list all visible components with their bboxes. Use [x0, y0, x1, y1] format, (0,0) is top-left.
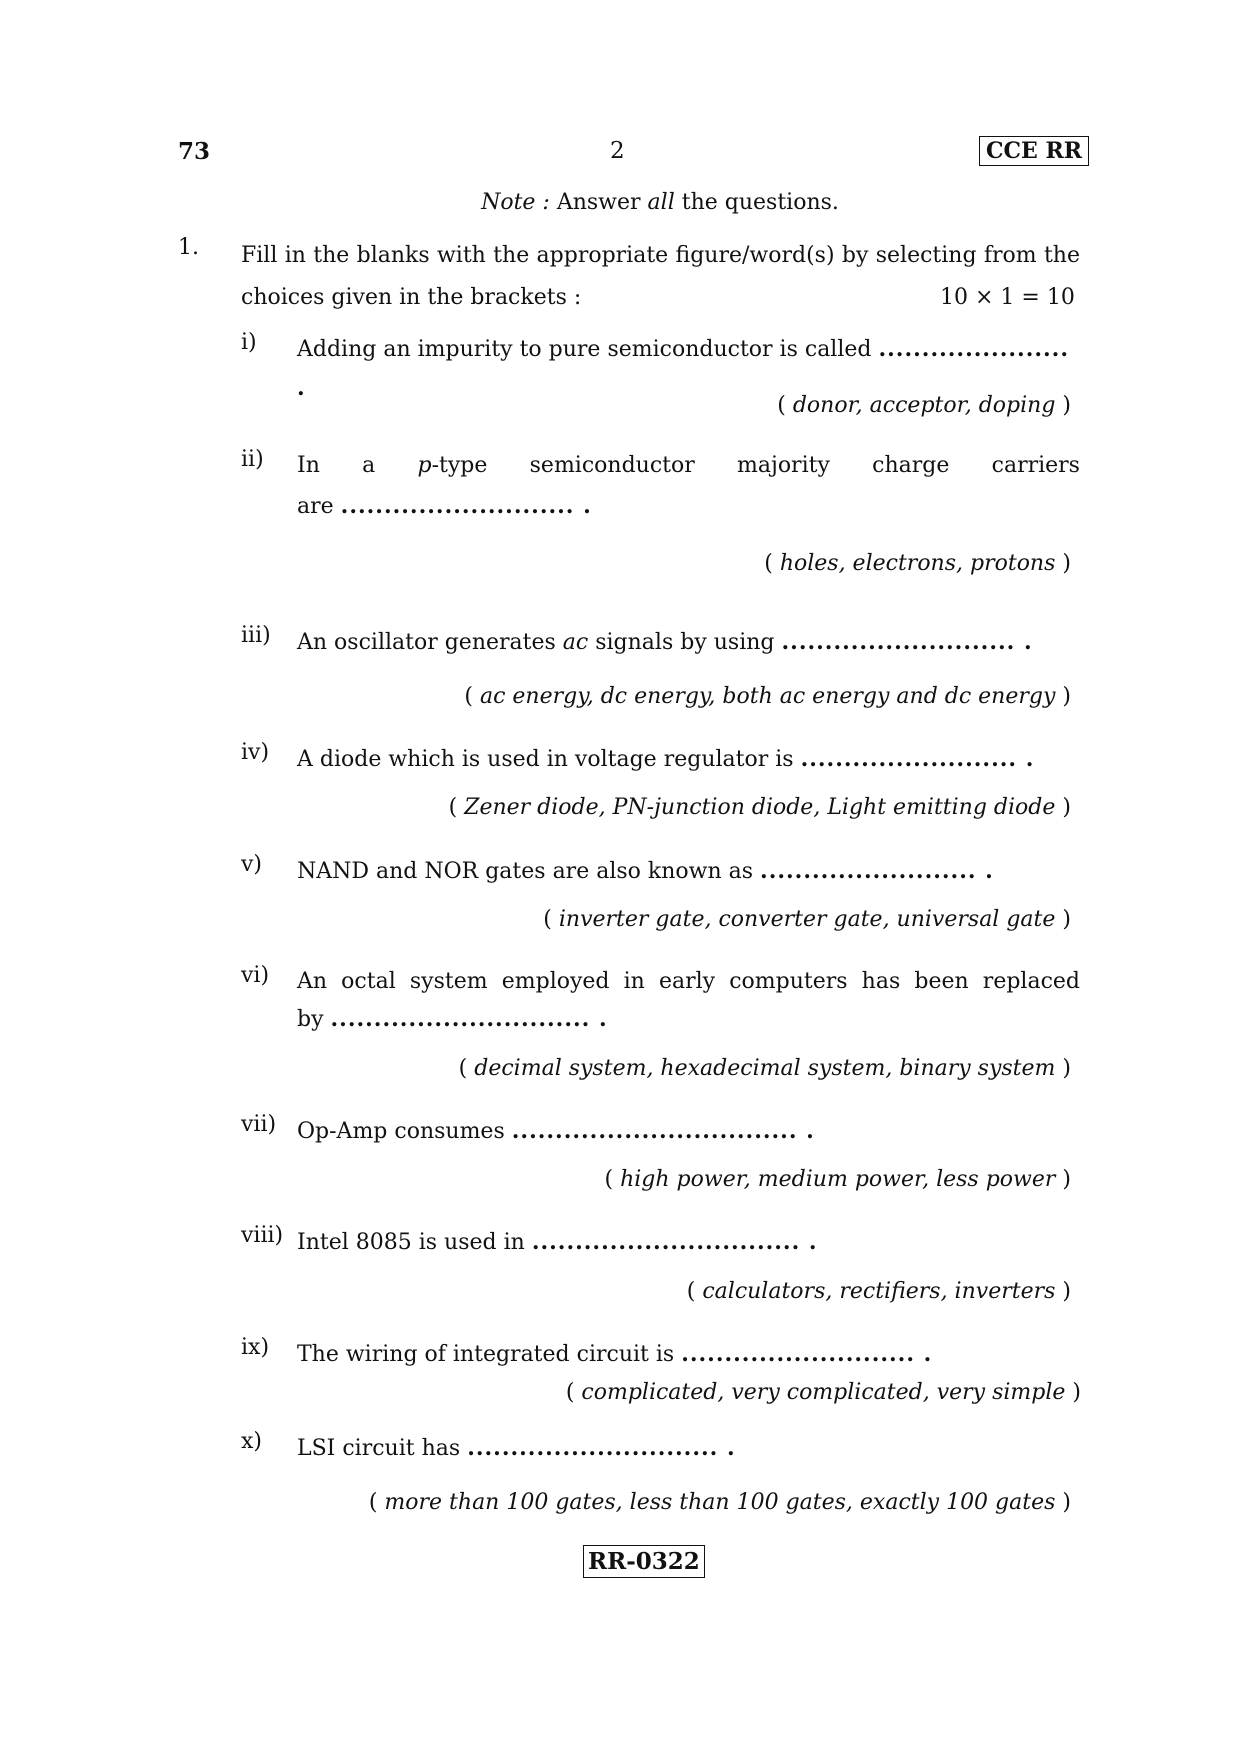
item-stem-text: Op-Amp consumes	[297, 1119, 505, 1144]
note-text-after: the questions.	[674, 190, 839, 215]
item-number: x)	[241, 1429, 262, 1454]
item-stem-text: Intel 8085 is used in	[297, 1230, 525, 1255]
item-stem-text: NAND and NOR gates are also known as	[297, 859, 754, 884]
answer-blank: ............................... .	[531, 1229, 818, 1255]
item-number: v)	[241, 852, 263, 877]
item-choices: ( high power, medium power, less power )	[604, 1167, 1071, 1192]
choice-list: donor, acceptor, doping	[792, 393, 1056, 418]
instruction-note	[0, 190, 1241, 215]
answer-blank: ............................. .	[467, 1435, 736, 1461]
question-instruction-line2: choices given in the brackets :	[241, 285, 582, 310]
item-stem	[297, 1335, 1080, 1374]
answer-blank: ......................... .	[800, 746, 1035, 772]
stem-word: carriers	[991, 453, 1080, 478]
answer-blank: ........................... .	[340, 493, 592, 519]
item-number: i)	[241, 330, 257, 355]
item-number: vi)	[241, 963, 270, 988]
item-stem	[297, 447, 1080, 485]
item-stem	[297, 1223, 1080, 1262]
item-stem	[297, 623, 1080, 662]
item-choices: ( complicated, very complicated, very simple )	[565, 1380, 1081, 1405]
choice-list: more than 100 gates, less than 100 gates, exactly 100 gates	[384, 1490, 1056, 1515]
answer-blank: ...................... .	[297, 336, 1069, 401]
answer-blank: ........................... .	[681, 1341, 933, 1367]
item-stem-text: The wiring of integrated circuit is	[297, 1342, 675, 1367]
choice-list: ac energy, dc energy, both ac energy and dc energy	[479, 684, 1056, 709]
item-stem	[297, 740, 1080, 779]
page-number: 2	[610, 138, 625, 164]
stem-word: majority	[737, 453, 830, 478]
note-emphasis: all	[647, 190, 675, 215]
page-code-left: 73	[178, 138, 211, 165]
stem-word: In	[297, 453, 320, 478]
paper-code-box: CCE RR	[979, 136, 1089, 166]
item-choices: ( more than 100 gates, less than 100 gates, exactly 100 gates )	[368, 1490, 1071, 1515]
item-stem-continued	[297, 1000, 1080, 1039]
item-choices: ( inverter gate, converter gate, universal gate )	[543, 907, 1071, 932]
choice-list: calculators, rectifiers, inverters	[702, 1279, 1056, 1304]
note-label: Note :	[481, 190, 550, 215]
item-number: iii)	[241, 623, 271, 648]
answer-blank: ........................... .	[781, 629, 1033, 655]
choice-list: holes, electrons, protons	[779, 551, 1056, 576]
item-stem-text: An oscillator generates	[297, 630, 563, 655]
item-choices: ( calculators, rectifiers, inverters )	[686, 1279, 1071, 1304]
item-choices: ( ac energy, dc energy, both ac energy and dc energy )	[464, 684, 1071, 709]
item-stem-emphasis: ac	[562, 630, 589, 655]
item-stem	[297, 1429, 1080, 1468]
item-stem: An octal system employed in early computers has been replaced	[297, 969, 1080, 994]
question-instruction-line1: Fill in the blanks with the appropriate figure/word(s) by selecting from the	[241, 243, 1080, 268]
item-stem-text: signals by using	[588, 630, 775, 655]
item-stem-continued	[297, 487, 1080, 526]
item-number: iv)	[241, 740, 270, 765]
answer-blank: ................................. .	[511, 1118, 815, 1144]
item-choices: ( Zener diode, PN-junction diode, Light emitting diode )	[448, 795, 1071, 820]
answer-blank: ......................... .	[760, 858, 994, 884]
item-number: ii)	[241, 447, 264, 472]
choice-list: decimal system, hexadecimal system, binary system	[474, 1056, 1056, 1081]
stem-word: charge	[872, 453, 950, 478]
item-number: ix)	[241, 1335, 270, 1360]
item-stem-text: by	[297, 1007, 324, 1032]
stem-word-ptype: p-type	[417, 453, 488, 478]
choice-list: high power, medium power, less power	[620, 1167, 1056, 1192]
choice-list: complicated, very complicated, very simple	[581, 1380, 1066, 1405]
item-choices: ( donor, acceptor, doping )	[777, 393, 1071, 418]
stem-word: semiconductor	[529, 453, 695, 478]
footer-paper-code: RR-0322	[583, 1545, 705, 1578]
item-choices: ( decimal system, hexadecimal system, binary system )	[458, 1056, 1071, 1081]
choice-list: inverter gate, converter gate, universal gate	[558, 907, 1056, 932]
question-marks: 10 × 1 = 10	[940, 285, 1075, 310]
item-stem-text: LSI circuit has	[297, 1436, 461, 1461]
question-number: 1.	[178, 235, 199, 260]
item-stem-text: Adding an impurity to pure semiconductor is called	[297, 337, 872, 362]
item-stem	[297, 1112, 1080, 1151]
answer-blank: .............................. .	[330, 1006, 608, 1032]
item-number: vii)	[241, 1112, 277, 1137]
note-text-before: Answer	[549, 190, 648, 215]
choice-list: Zener diode, PN-junction diode, Light emitting diode	[464, 795, 1056, 820]
stem-word: a	[362, 453, 376, 478]
item-stem-text: are	[297, 494, 334, 519]
item-number: viii)	[241, 1223, 284, 1248]
item-stem-text: A diode which is used in voltage regulator is	[297, 747, 794, 772]
item-stem	[297, 852, 1080, 891]
item-choices: ( holes, electrons, protons )	[764, 551, 1071, 576]
